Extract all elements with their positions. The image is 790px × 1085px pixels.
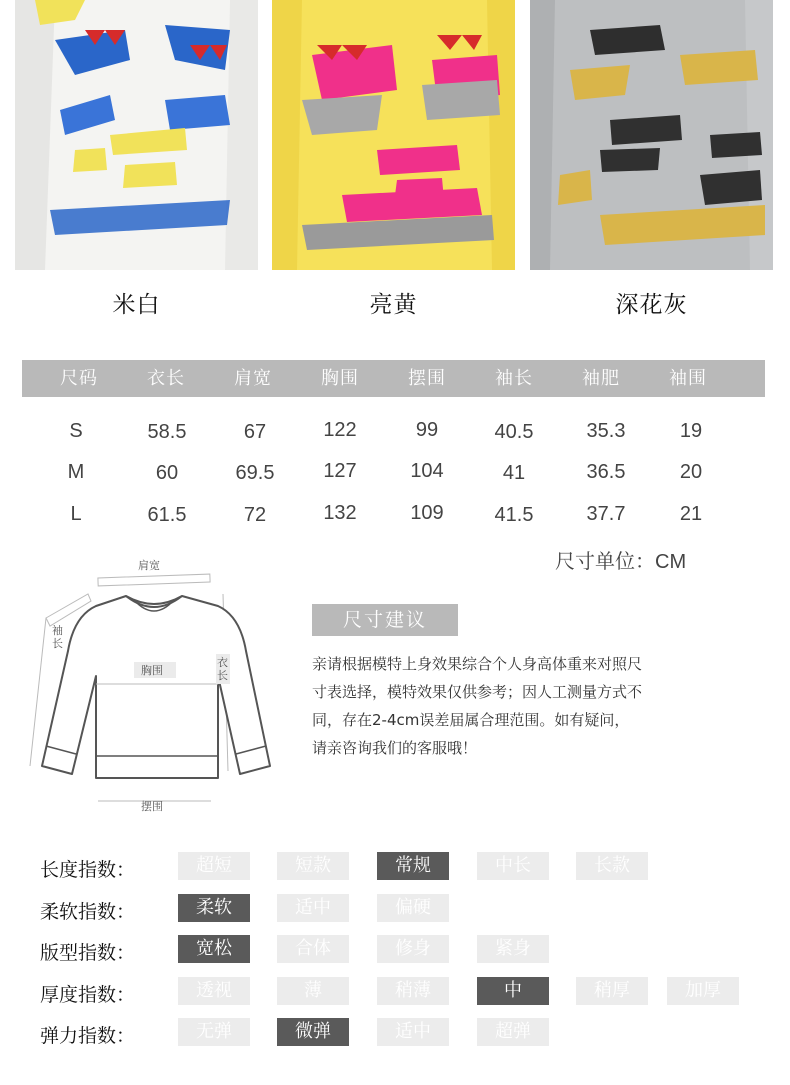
option-pill[interactable]: 适中 (377, 1018, 449, 1046)
advice-text (312, 650, 732, 762)
header-sleeve-length: 袖长 (495, 368, 533, 389)
index-label: 厚度指数： (40, 984, 136, 1006)
table-cell: M (67, 461, 85, 483)
size-unit-note: 尺寸单位：CM (555, 551, 687, 573)
option-pill[interactable]: 稍薄 (377, 977, 449, 1005)
option-pill[interactable]: 修身 (377, 935, 449, 963)
table-cell: S (69, 420, 83, 442)
header-cuff: 袖围 (669, 368, 707, 389)
table-cell: 36.5 (586, 461, 626, 483)
table-cell: 122 (323, 419, 357, 441)
advice-line: 亲请根据模特上身效果综合个人身高体重来对照尺 (312, 655, 643, 673)
table-cell: 61.5 (147, 504, 187, 526)
table-cell: 60 (155, 462, 179, 484)
table-cell: 21 (679, 503, 703, 525)
label-sleeve: 袖长 (52, 624, 63, 650)
label-hem: 摆围 (141, 800, 163, 813)
size-table-header (22, 360, 765, 397)
table-cell: 41 (502, 462, 526, 484)
table-cell: 104 (410, 460, 444, 482)
option-pill[interactable]: 超短 (178, 852, 250, 880)
table-cell: 72 (243, 504, 267, 526)
table-cell: 58.5 (147, 421, 187, 443)
table-cell: 40.5 (494, 421, 534, 443)
product-photo-grey[interactable] (530, 0, 773, 270)
table-cell: 109 (410, 502, 444, 524)
option-pill-selected[interactable]: 宽松 (178, 935, 250, 963)
option-pill[interactable]: 合体 (277, 935, 349, 963)
header-length: 衣长 (147, 368, 185, 389)
header-chest: 胸围 (321, 368, 359, 389)
advice-line: 同，存在2-4cm误差届属合理范围。如有疑问， (312, 711, 630, 729)
option-pill[interactable]: 适中 (277, 894, 349, 922)
option-pill[interactable]: 加厚 (667, 977, 739, 1005)
option-pill[interactable]: 长款 (576, 852, 648, 880)
option-pill-selected[interactable]: 柔软 (178, 894, 250, 922)
header-hem: 摆围 (408, 368, 446, 389)
table-cell: 35.3 (586, 420, 626, 442)
header-sleeve-width: 袖肥 (582, 368, 620, 389)
table-cell: 127 (323, 460, 357, 482)
advice-line: 寸表选择，模特效果仅供参考；因人工测量方式不 (312, 683, 643, 701)
option-pill[interactable]: 无弹 (178, 1018, 250, 1046)
product-photo-white[interactable] (15, 0, 258, 270)
option-pill[interactable]: 中长 (477, 852, 549, 880)
product-photo-yellow[interactable] (272, 0, 515, 270)
label-chest: 胸围 (141, 664, 163, 677)
advice-title: 尺寸建议 (312, 604, 458, 636)
color-name-yellow: 亮黄 (369, 292, 418, 318)
advice-line: 请亲咨询我们的客服哦！ (312, 739, 478, 757)
table-cell: 132 (323, 502, 357, 524)
option-pill[interactable]: 超弹 (477, 1018, 549, 1046)
option-pill[interactable]: 短款 (277, 852, 349, 880)
option-pill[interactable]: 紧身 (477, 935, 549, 963)
option-pill-selected[interactable]: 微弹 (277, 1018, 349, 1046)
index-label: 柔软指数： (40, 901, 136, 923)
sweatshirt-outline-icon (28, 556, 278, 818)
option-pill[interactable]: 薄 (277, 977, 349, 1005)
label-length: 衣长 (217, 656, 228, 682)
table-cell: 20 (679, 461, 703, 483)
table-cell: 99 (415, 419, 439, 441)
index-label: 长度指数： (40, 859, 136, 881)
table-cell: 67 (243, 421, 267, 443)
table-cell: 69.5 (235, 462, 275, 484)
header-shoulder: 肩宽 (234, 368, 272, 389)
option-pill-selected[interactable]: 常规 (377, 852, 449, 880)
label-shoulder: 肩宽 (138, 559, 160, 572)
table-cell: 41.5 (494, 504, 534, 526)
table-cell: 37.7 (586, 503, 626, 525)
header-size: 尺码 (60, 368, 98, 389)
table-cell: L (70, 503, 82, 525)
table-cell: 19 (679, 420, 703, 442)
color-name-white: 米白 (112, 292, 161, 318)
option-pill[interactable]: 透视 (178, 977, 250, 1005)
color-name-grey: 深花灰 (615, 292, 688, 318)
index-label: 版型指数： (40, 942, 136, 964)
option-pill[interactable]: 稍厚 (576, 977, 648, 1005)
option-pill-selected[interactable]: 中 (477, 977, 549, 1005)
measurement-diagram (28, 556, 278, 818)
option-pill[interactable]: 偏硬 (377, 894, 449, 922)
index-label: 弹力指数： (40, 1025, 136, 1047)
